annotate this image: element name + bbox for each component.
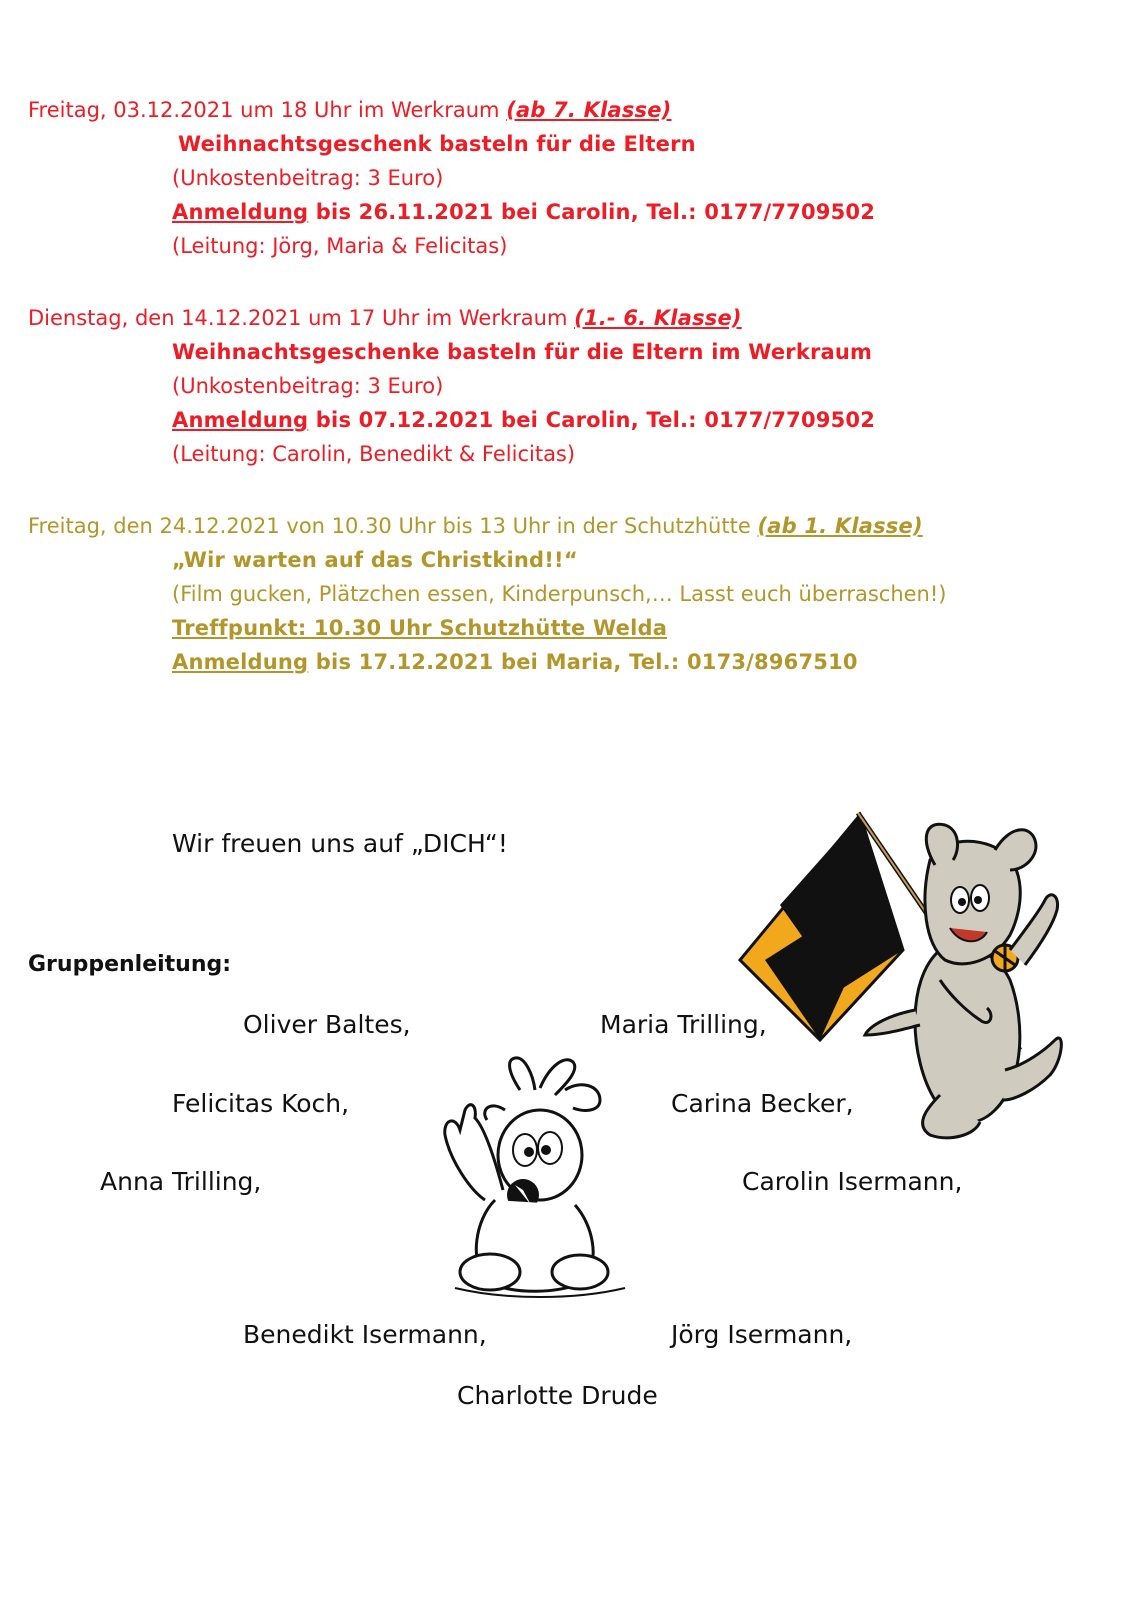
event-1-registration-label: Anmeldung [172, 200, 309, 224]
leader-name: Jörg Isermann, [671, 1320, 853, 1349]
leader-name: Felicitas Koch, [172, 1089, 350, 1118]
event-2-registration [172, 407, 875, 433]
event-3-details: (Film gucken, Plätzchen essen, Kinderpunsch,… Lasst euch überraschen!) [172, 582, 947, 606]
event-1-class: (ab 7. Klasse) [506, 98, 672, 122]
leader-name: Carina Becker, [671, 1089, 854, 1118]
event-3-class: (ab 1. Klasse) [757, 514, 923, 538]
event-1-registration [172, 199, 875, 225]
event-2-registration-label: Anmeldung [172, 408, 309, 432]
event-1-lead: (Leitung: Jörg, Maria & Felicitas) [172, 234, 508, 258]
group-heading: Gruppenleitung: [28, 952, 232, 977]
leader-name: Benedikt Isermann, [243, 1320, 487, 1349]
event-3-meeting-point: Treffpunkt: 10.30 Uhr Schutzhütte Welda [172, 616, 668, 640]
mascot-flag-icon [725, 810, 1070, 1145]
event-2-date-text: Dienstag, den 14.12.2021 um 17 Uhr im Werkraum [28, 306, 568, 330]
event-1-title: Weihnachtsgeschenk basteln für die Eltern [178, 132, 696, 156]
event-1-registration-text: bis 26.11.2021 bei Carolin, Tel.: 0177/7709502 [308, 200, 876, 224]
event-1-date-text: Freitag, 03.12.2021 um 18 Uhr im Werkraum [28, 98, 500, 122]
event-1-cost: (Unkostenbeitrag: 3 Euro) [172, 166, 444, 190]
event-2-class: (1.- 6. Klasse) [574, 306, 742, 330]
leader-name: Anna Trilling, [100, 1167, 262, 1196]
event-1-date [28, 97, 671, 123]
event-3-date [28, 513, 923, 539]
event-2-registration-text: bis 07.12.2021 bei Carolin, Tel.: 0177/7709502 [308, 408, 876, 432]
leader-name: Charlotte Drude [457, 1381, 658, 1410]
leader-name: Carolin Isermann, [742, 1167, 963, 1196]
event-3-registration-label: Anmeldung [172, 650, 309, 674]
event-2-date [28, 305, 742, 331]
leader-name: Oliver Baltes, [243, 1010, 411, 1039]
event-3-registration [172, 649, 858, 675]
event-2-cost: (Unkostenbeitrag: 3 Euro) [172, 374, 444, 398]
event-2-lead: (Leitung: Carolin, Benedikt & Felicitas) [172, 442, 576, 466]
mascot-thumbs-up-icon [415, 1050, 655, 1300]
event-3-date-text: Freitag, den 24.12.2021 von 10.30 Uhr bis 13 Uhr in der Schutzhütte [28, 514, 751, 538]
leader-name: Maria Trilling, [600, 1010, 767, 1039]
event-3-registration-text: bis 17.12.2021 bei Maria, Tel.: 0173/8967510 [308, 650, 858, 674]
event-2-title: Weihnachtsgeschenke basteln für die Eltern im Werkraum [172, 340, 873, 364]
event-3-title: „Wir warten auf das Christkind!!“ [172, 548, 578, 572]
closing-text: Wir freuen uns auf „DICH“! [172, 829, 508, 858]
